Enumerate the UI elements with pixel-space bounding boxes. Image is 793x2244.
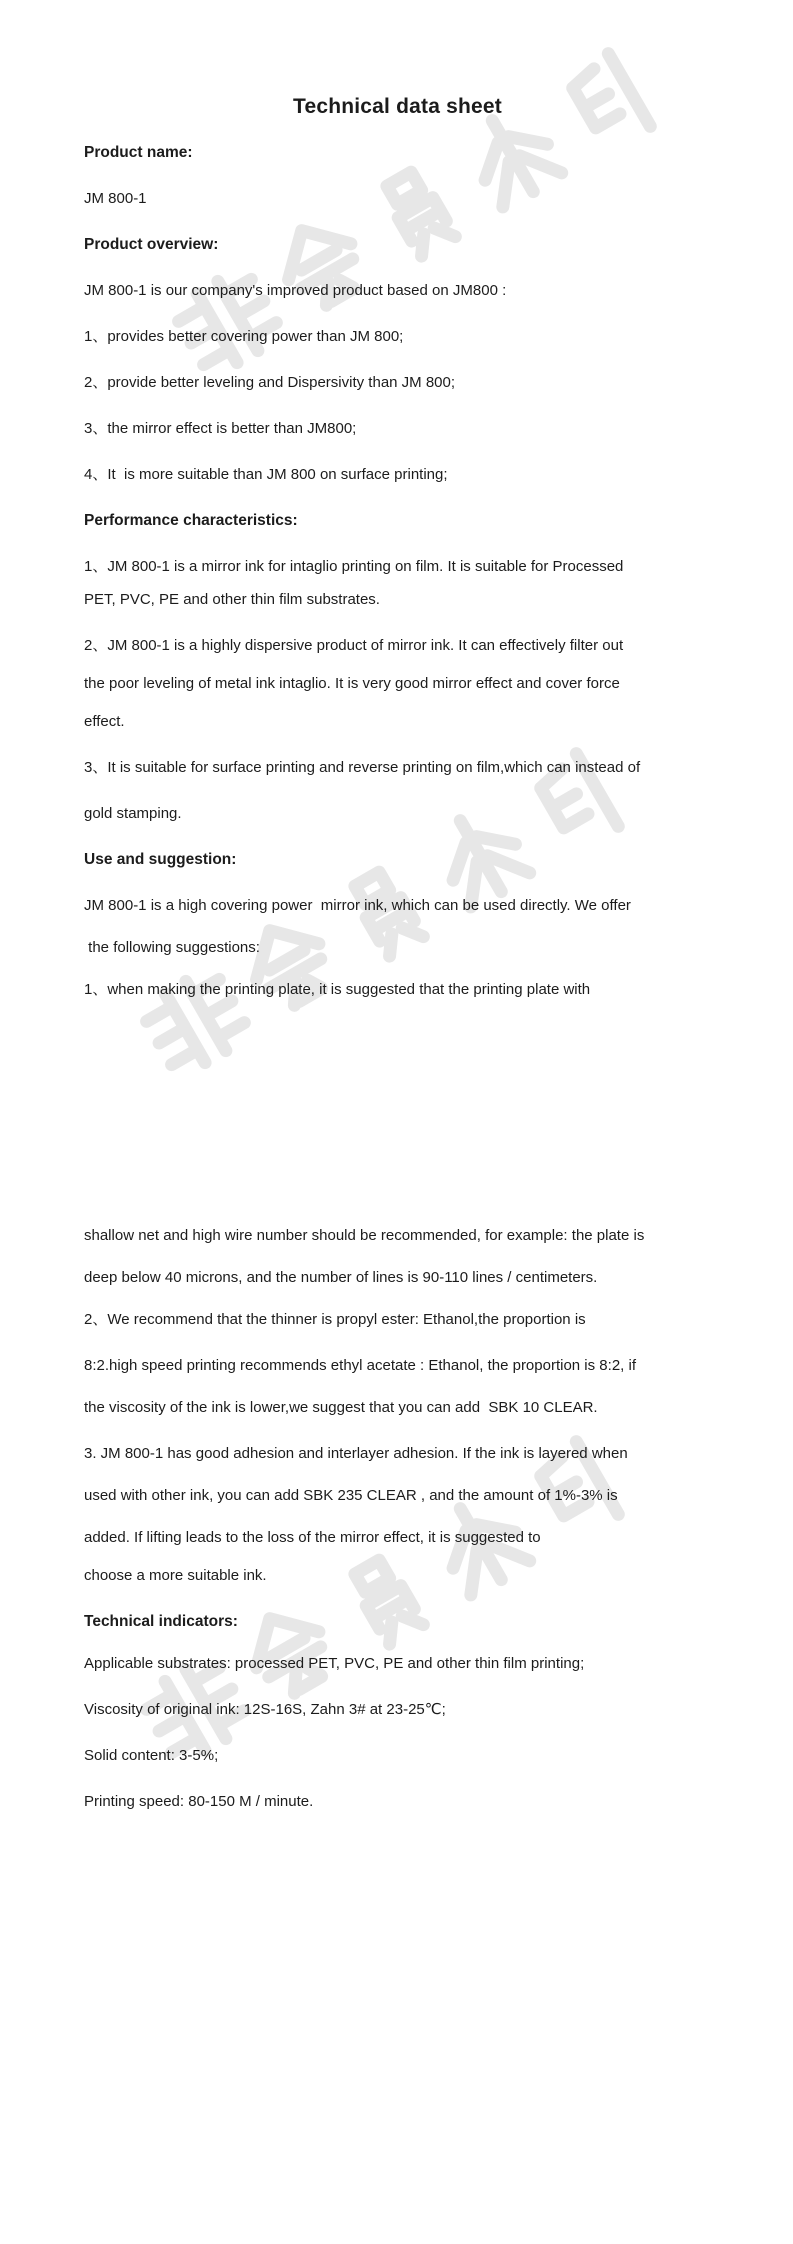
- text-line: 3. JM 800-1 has good adhesion and interlayer adhesion. If the ink is layered when: [84, 1445, 628, 1462]
- text-line: choose a more suitable ink.: [84, 1567, 267, 1584]
- heading-product-name: Product name:: [84, 144, 193, 161]
- text-line: Applicable substrates: processed PET, PVC, PE and other thin film printing;: [84, 1655, 585, 1672]
- text-line: the viscosity of the ink is lower,we suggest that you can add SBK 10 CLEAR.: [84, 1399, 598, 1416]
- text-line: gold stamping.: [84, 805, 182, 822]
- list-item: 2、provide better leveling and Dispersivity than JM 800;: [84, 374, 456, 391]
- text-line: the poor leveling of metal ink intaglio. It is very good mirror effect and cover force: [84, 675, 620, 692]
- text-line: 1、JM 800-1 is a mirror ink for intaglio printing on film. It is suitable for Processed: [84, 558, 624, 575]
- text-line: 2、JM 800-1 is a highly dispersive product of mirror ink. It can effectively filter out: [84, 637, 624, 654]
- text-line: used with other ink, you can add SBK 235 CLEAR , and the amount of 1%-3% is: [84, 1487, 618, 1504]
- text-line: effect.: [84, 713, 125, 730]
- text-line: Printing speed: 80-150 M / minute.: [84, 1793, 314, 1810]
- text-line: JM 800-1 is a high covering power mirror ink, which can be used directly. We offer: [84, 897, 631, 914]
- text-line: 3、It is suitable for surface printing and reverse printing on film,which can instead of: [84, 759, 641, 776]
- text-line: the following suggestions:: [84, 939, 260, 956]
- list-item: 1、provides better covering power than JM 800;: [84, 328, 404, 345]
- text-line: 1、when making the printing plate, it is suggested that the printing plate with: [84, 981, 591, 998]
- text-line: 2、We recommend that the thinner is propyl ester: Ethanol,the proportion is: [84, 1311, 586, 1328]
- text-line: 8:2.high speed printing recommends ethyl acetate : Ethanol, the proportion is 8:2, if: [84, 1357, 636, 1374]
- heading-technical-indicators: Technical indicators:: [84, 1613, 238, 1630]
- text-line: Viscosity of original ink: 12S-16S, Zahn 3# at 23-25℃;: [84, 1701, 446, 1718]
- list-item: 4、It is more suitable than JM 800 on surface printing;: [84, 466, 448, 483]
- heading-product-overview: Product overview:: [84, 236, 219, 253]
- text-line: JM 800-1 is our company's improved product based on JM800 :: [84, 282, 507, 299]
- text-line: JM 800-1: [84, 190, 147, 207]
- text-line: deep below 40 microns, and the number of lines is 90-110 lines / centimeters.: [84, 1269, 598, 1286]
- text-line: shallow net and high wire number should be recommended, for example: the plate is: [84, 1227, 645, 1244]
- heading-performance: Performance characteristics:: [84, 512, 298, 529]
- list-item: 3、the mirror effect is better than JM800;: [84, 420, 357, 437]
- text-line: Solid content: 3-5%;: [84, 1747, 219, 1764]
- page-break-gap: [84, 1021, 711, 1221]
- heading-use-and-suggestion: Use and suggestion:: [84, 851, 237, 868]
- text-line: PET, PVC, PE and other thin film substrates.: [84, 591, 380, 608]
- page-title: Technical data sheet: [292, 95, 503, 118]
- text-line: added. If lifting leads to the loss of the mirror effect, it is suggested to: [84, 1529, 541, 1546]
